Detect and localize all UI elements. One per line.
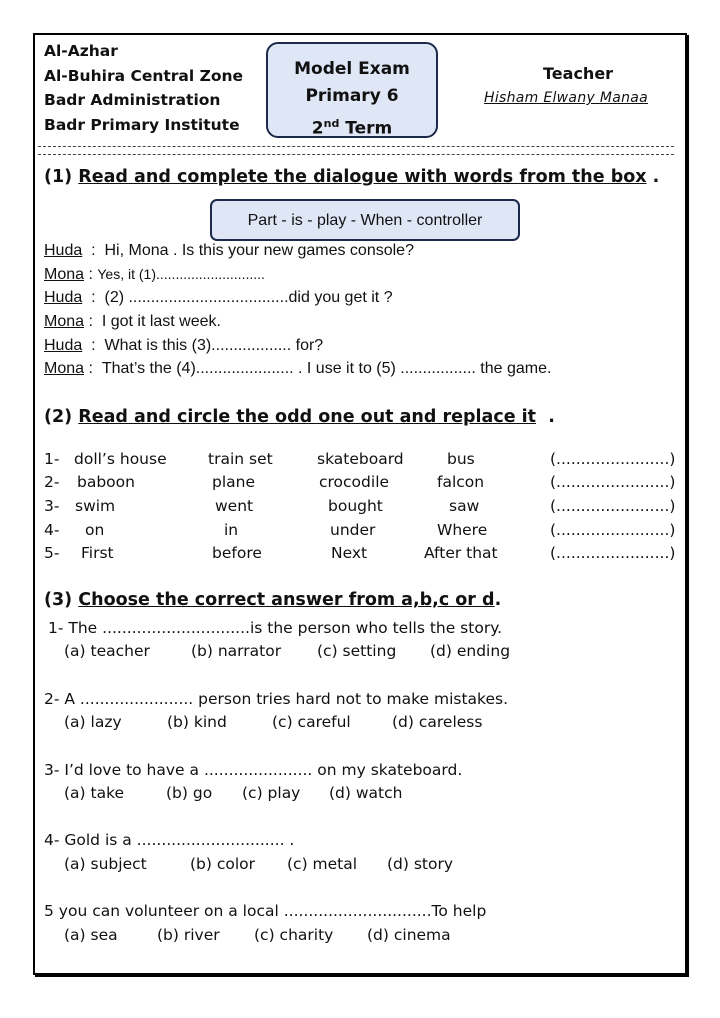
teacher-name: Hisham Elwany Manaa [484,90,649,106]
q2-heading: (2) Read and circle the odd one out and replace it . [44,407,555,427]
option-d[interactable]: (d) story [387,855,454,873]
dialogue-line: Huda : Hi, Mona . Is this your new games console? [44,242,414,259]
option-c[interactable]: (c) play [242,784,301,802]
dialogue-line: Mona : I got it last week. [44,313,221,330]
dialogue-line: Huda : (2) ....................................did you get it ? [44,289,393,306]
exam-term: 2nd Term [311,117,393,139]
question-stem: 2- A ....................... person tries hard not to make mistakes. [44,690,509,708]
school-line-4: Badr Primary Institute [44,115,240,134]
q1-instruction: Read and complete the dialogue with words from the box [78,167,647,187]
dialogue-line: Mona : Yes, it (1)............................ [44,266,265,283]
option-a[interactable]: (a) take [64,784,125,802]
school-info [44,39,243,137]
dialogue-line: Mona : That’s the (4)...................... . I use it to (5) ................. the game. [44,360,552,377]
option-c[interactable]: (c) metal [287,855,358,873]
option-a[interactable]: (a) sea [64,926,118,944]
q3-instruction: Choose the correct answer from a,b,c or d [78,590,495,610]
option-b[interactable]: (b) go [166,784,213,802]
answer-blank[interactable]: (.......................) [550,544,676,562]
answer-blank[interactable]: (.......................) [550,521,676,539]
option-b[interactable]: (b) color [190,855,256,873]
dialogue-line: Huda : What is this (3).................. for? [44,337,324,354]
teacher-label: Teacher [543,64,614,83]
option-b[interactable]: (b) narrator [191,642,282,660]
school-line-2: Al-Buhira Central Zone [44,66,244,85]
q2-number: (2) [44,407,73,427]
q3-number: (3) [44,590,73,610]
option-c[interactable]: (c) setting [317,642,397,660]
exam-grade: Primary 6 [305,86,399,106]
option-b[interactable]: (b) kind [167,713,227,731]
answer-blank[interactable]: (.......................) [550,473,676,491]
option-d[interactable]: (d) careless [392,713,483,731]
word-box: Part - is - play - When - controller [210,199,520,241]
answer-blank[interactable]: (.......................) [550,450,676,468]
q1-heading: (1) Read and complete the dialogue with words from the box . [44,167,660,187]
option-c[interactable]: (c) charity [254,926,334,944]
option-d[interactable]: (d) watch [329,784,403,802]
header-divider [38,146,674,155]
option-a[interactable]: (a) teacher [64,642,150,660]
question-stem: 4- Gold is a .............................. . [44,831,295,849]
option-b[interactable]: (b) river [157,926,220,944]
school-line-1: Al-Azhar [44,42,118,60]
question-stem: 3- I’d love to have a ...................... on my skateboard. [44,761,463,779]
q3-heading: (3) Choose the correct answer from a,b,c or d. [44,590,502,610]
exam-title-box [266,42,438,138]
q1-number: (1) [44,167,73,187]
question-stem: 1- The ..............................is the person who tells the story. [48,619,503,637]
option-a[interactable]: (a) subject [64,855,147,873]
option-d[interactable]: (d) ending [430,642,511,660]
question-stem: 5 you can volunteer on a local ..............................To help [44,902,487,920]
option-c[interactable]: (c) careful [272,713,351,731]
q2-instruction: Read and circle the odd one out and replace it [78,407,537,427]
option-d[interactable]: (d) cinema [367,926,451,944]
answer-blank[interactable]: (.......................) [550,497,676,515]
exam-title: Model Exam [294,59,410,79]
school-line-3: Badr Administration [44,91,221,109]
option-a[interactable]: (a) lazy [64,713,122,731]
